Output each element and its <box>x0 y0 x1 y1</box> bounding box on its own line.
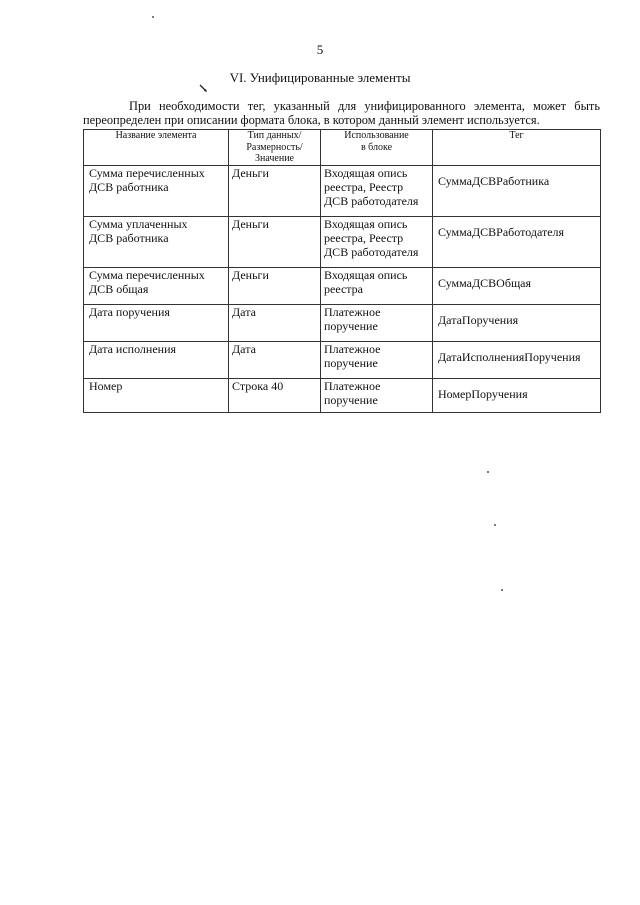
cell-tag: НомерПоручения <box>433 378 601 412</box>
cell-usage: Платежное поручение <box>321 341 433 378</box>
scan-speck <box>501 589 503 591</box>
header-element-name: Название элемента <box>84 130 229 166</box>
cell-element-name: Дата исполнения <box>84 341 229 378</box>
cell-element-name: Сумма уплаченных ДСВ работника <box>84 216 229 267</box>
unified-elements-table <box>83 129 601 413</box>
header-usage: Использование в блоке <box>321 130 433 166</box>
cell-data-type: Строка 40 <box>229 378 321 412</box>
cell-data-type: Деньги <box>229 165 321 216</box>
cell-usage: Платежное поручение <box>321 378 433 412</box>
cell-data-type: Дата <box>229 304 321 341</box>
section-title: VI. Унифицированные элементы <box>229 70 411 85</box>
table-row <box>84 216 601 267</box>
cell-element-name: Номер <box>84 378 229 412</box>
cell-element-name: Сумма перечисленных ДСВ общая <box>84 267 229 304</box>
page-number: 5 <box>316 42 324 57</box>
header-tag: Тег <box>433 130 601 166</box>
cell-tag: СуммаДСВРаботодателя <box>433 216 601 267</box>
scan-speck <box>152 16 154 18</box>
cell-data-type: Дата <box>229 341 321 378</box>
cell-tag: СуммаДСВРаботника <box>433 165 601 216</box>
cell-usage: Входящая опись реестра <box>321 267 433 304</box>
table-row <box>84 267 601 304</box>
cell-data-type: Деньги <box>229 216 321 267</box>
cell-tag: СуммаДСВОбщая <box>433 267 601 304</box>
cell-tag: ДатаПоручения <box>433 304 601 341</box>
cell-usage: Входящая опись реестра, Реестр ДСВ работодателя <box>321 165 433 216</box>
scan-speck <box>494 524 496 526</box>
header-data-type: Тип данных/ Размерность/ Значение <box>229 130 321 166</box>
cell-element-name: Дата поручения <box>84 304 229 341</box>
table-row <box>84 165 601 216</box>
cell-usage: Входящая опись реестра, Реестр ДСВ работодателя <box>321 216 433 267</box>
cell-usage: Платежное поручение <box>321 304 433 341</box>
cell-element-name: Сумма перечисленных ДСВ работника <box>84 165 229 216</box>
table-header-row <box>84 130 601 166</box>
table-row <box>84 378 601 412</box>
table-row <box>84 341 601 378</box>
cell-tag: ДатаИсполненияПоручения <box>433 341 601 378</box>
scan-speck <box>487 471 489 473</box>
table-row <box>84 304 601 341</box>
cell-data-type: Деньги <box>229 267 321 304</box>
intro-paragraph: При необходимости тег, указанный для унифицированного элемента, может быть переопределен при описании формата блока, в котором данный элемент используется. <box>83 99 600 127</box>
